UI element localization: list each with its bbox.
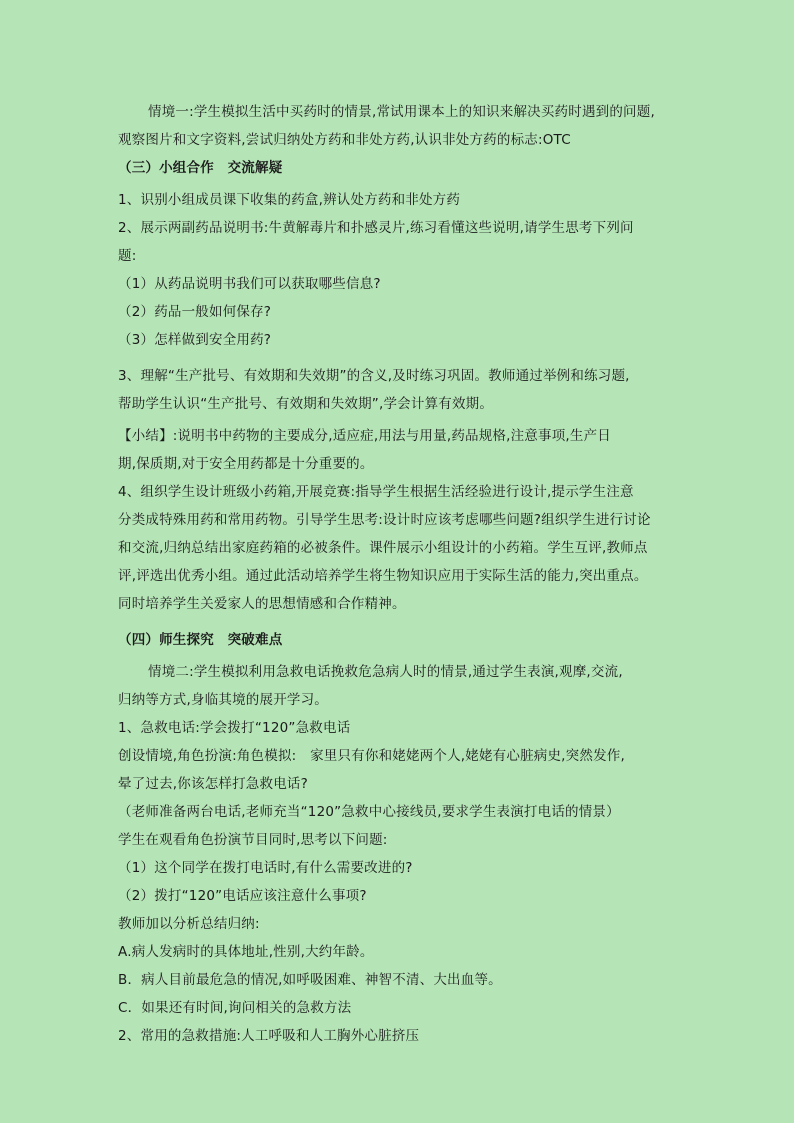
paragraph-line: 帮助学生认识“生产批号、有效期和失效期”,学会计算有效期。	[118, 396, 494, 412]
document-body	[118, 98, 682, 1050]
list-item: （2）拨打“120”电话应该注意什么事项?	[118, 888, 367, 904]
paragraph-line: 创设情境,角色扮演:角色模拟: 家里只有你和姥姥两个人,姥姥有心脏病史,突然发作,	[118, 748, 625, 764]
paragraph-line: 学生在观看角色扮演节目同时,思考以下问题:	[118, 832, 388, 848]
paragraph-line: 同时培养学生关爱家人的思想情感和合作精神。	[118, 596, 406, 612]
list-item: C．如果还有时间,询问相关的急救方法	[118, 1000, 352, 1016]
paragraph-line: 评,评选出优秀小组。通过此活动培养学生将生物知识应用于实际生活的能力,突出重点。	[118, 568, 648, 584]
paragraph-line: 分类成特殊用药和常用药物。引导学生思考:设计时应该考虑哪些问题?组织学生进行讨论	[118, 512, 651, 528]
list-item: B．病人目前最危急的情况,如呼吸困难、神智不清、大出血等。	[118, 972, 502, 988]
paragraph-line: 3、理解“生产批号、有效期和失效期”的含义,及时练习巩固。教师通过举例和练习题,	[118, 368, 630, 384]
list-item: （2）药品一般如何保存?	[118, 304, 272, 320]
section-heading: （四）师生探究 突破难点	[118, 632, 283, 648]
paragraph-line: 归纳等方式,身临其境的展开学习。	[118, 692, 328, 708]
paragraph-line: 2、展示两副药品说明书:牛黄解毒片和扑感灵片,练习看懂这些说明,请学生思考下列问	[118, 220, 634, 236]
paragraph-line: 晕了过去,你该怎样打急救电话?	[118, 776, 308, 792]
paragraph-line: 1、急救电话:学会拨打“120”急救电话	[118, 720, 351, 736]
paragraph-line: 4、组织学生设计班级小药箱,开展竞赛:指导学生根据生活经验进行设计,提示学生注意	[118, 484, 634, 500]
paragraph-line: 和交流,归纳总结出家庭药箱的必被条件。课件展示小组设计的小药箱。学生互评,教师点	[118, 540, 648, 556]
section-heading: （三）小组合作 交流解疑	[118, 160, 283, 176]
paragraph-line: 期,保质期,对于安全用药都是十分重要的。	[118, 456, 374, 472]
paragraph-line: 观察图片和文字资料,尝试归纳处方药和非处方药,认识非处方药的标志:OTC	[118, 132, 571, 148]
paragraph-line: 情境二:学生模拟利用急救电话挽救危急病人时的情景,通过学生表演,观摩,交流,	[148, 664, 623, 680]
paragraph-line: 1、识别小组成员课下收集的药盒,辨认处方药和非处方药	[118, 192, 461, 208]
summary-line: 【小结】:说明书中药物的主要成分,适应症,用法与用量,药品规格,注意事项,生产日	[118, 428, 612, 444]
list-item: （3）怎样做到安全用药?	[118, 332, 272, 348]
paragraph-line: 情境一:学生模拟生活中买药时的情景,常试用课本上的知识来解决买药时遇到的问题,	[148, 104, 655, 120]
paragraph-line: （老师准备两台电话,老师充当“120”急救中心接线员,要求学生表演打电话的情景）	[118, 804, 620, 820]
list-item: A.病人发病时的具体地址,性别,大约年龄。	[118, 944, 374, 960]
paragraph-line: 教师加以分析总结归纳:	[118, 916, 260, 932]
paragraph-line: 题:	[118, 248, 137, 264]
list-item: （1）这个同学在拨打电话时,有什么需要改进的?	[118, 860, 413, 876]
list-item: （1）从药品说明书我们可以获取哪些信息?	[118, 276, 381, 292]
paragraph-line: 2、常用的急救措施:人工呼吸和人工胸外心脏挤压	[118, 1028, 420, 1044]
